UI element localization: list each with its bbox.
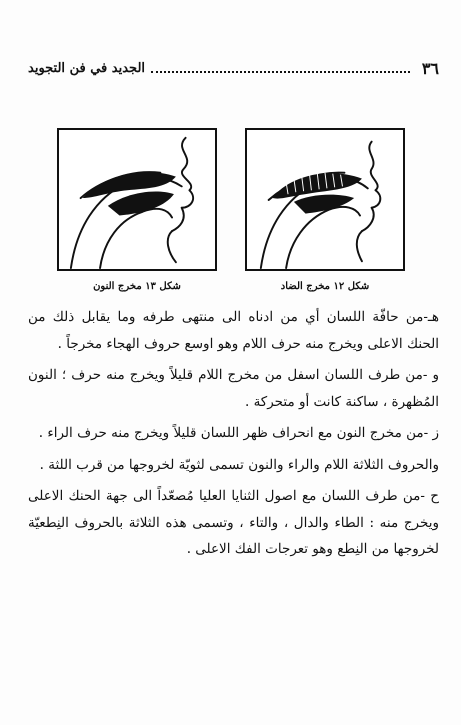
paragraph-heh: هـ-من حافّة اللسان أي من ادناه الى منتهى طرفه وما يقابل ذلك من الحنك الاعلى ويخرج منه حرف اللام وهو اوسع حروف الهجاء مخرجاً . <box>28 309 439 352</box>
mouth-diagram-dad-icon <box>247 130 403 269</box>
figure-dad-articulation <box>245 128 405 271</box>
mouth-diagram-noon-icon <box>59 130 215 269</box>
figure-caption-dad: شكل ١٢ مخرج الضاد <box>280 281 370 292</box>
book-title: الجديد في فن التجويد <box>28 60 146 76</box>
figure-caption-noon: شكل ١٣ مخرج النون <box>93 281 181 292</box>
body-text <box>28 304 439 568</box>
paragraph-lisping-letters: والحروف الثلاثة اللام والراء والنون تسمى لثويّة لخروجها من قرب اللثة . <box>39 456 439 473</box>
figure-noon-articulation <box>57 128 217 271</box>
page-number: ٣٦ <box>421 58 439 78</box>
paragraph-waw: و -من طرف اللسان اسفل من مخرج اللام قليلاً ويخرج منه حرف ؛ النون المُظهرة ، ساكنة كانت أو متحركة . <box>28 367 439 410</box>
page-header <box>28 56 439 80</box>
header-dot-leader <box>151 63 410 73</box>
paragraph-zay: ز -من مخرج النون مع انحراف ظهر اللسان قليلاً ويخرج منه حرف الراء . <box>38 425 439 441</box>
paragraph-hah: ح -من طرف اللسان مع اصول الثنايا العليا مُصعّداً الى جهة الحنك الاعلى ويخرج منه : الطاء والدال ، والتاء ، وتسمى هذه الثلاثة بالحروف النِطعيّة لخروجها من النِطع وهو تعرجات الفك الاعلى . <box>28 488 439 557</box>
